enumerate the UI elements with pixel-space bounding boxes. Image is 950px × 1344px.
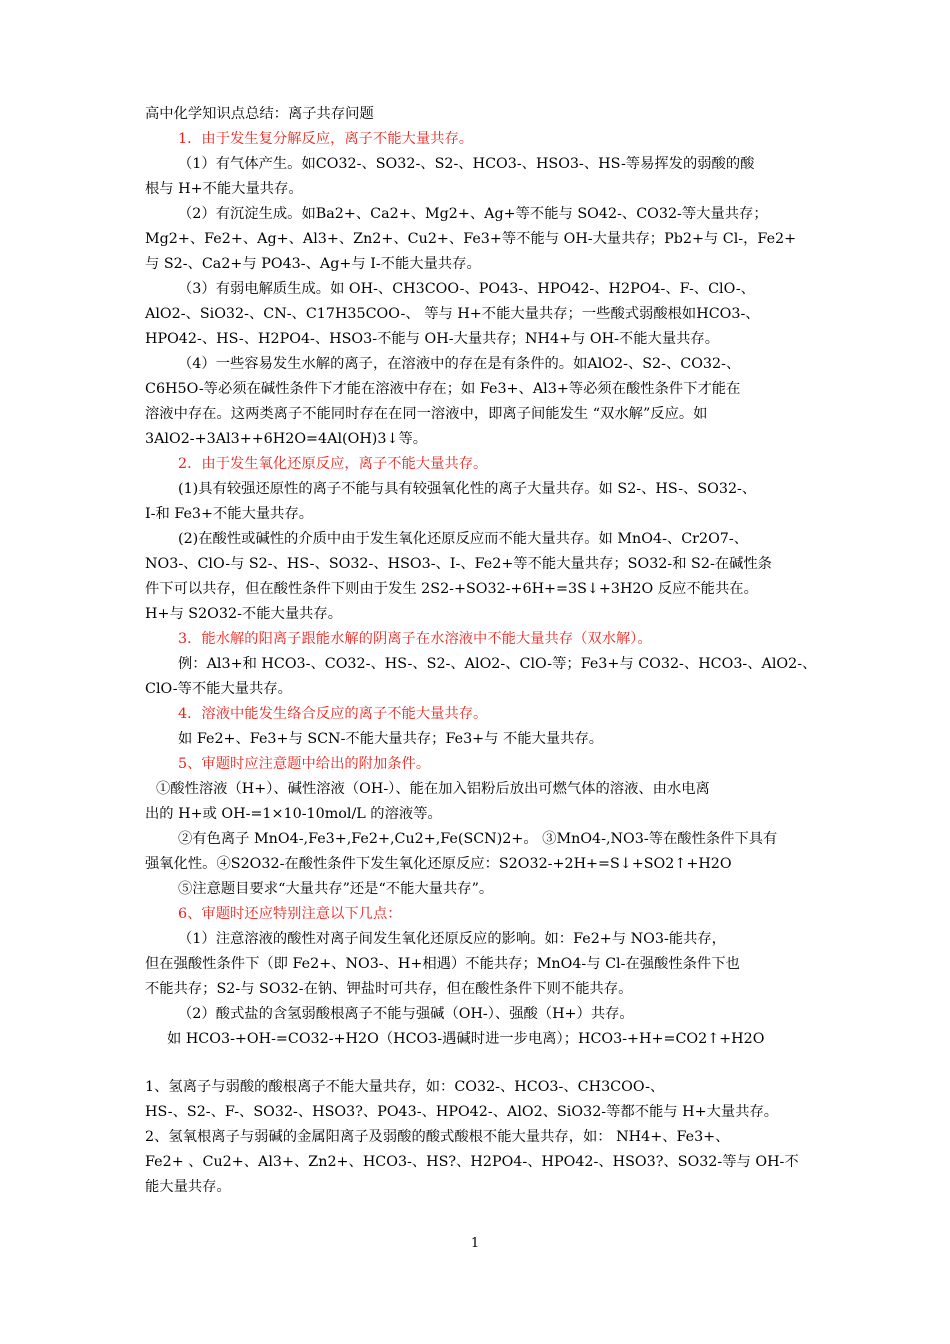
text-line: 如 Fe2+、Fe3+与 SCN-不能大量共存；Fe3+与 不能大量共存。 — [178, 731, 604, 747]
text-line: 不能共存；S2-与 SO32-在钠、钾盐时可共存，但在酸性条件下则不能共存。 — [145, 981, 633, 997]
text-line: H+与 S2O32-不能大量共存。 — [145, 606, 343, 622]
section-heading: 5、审题时应注意题中给出的附加条件。 — [178, 756, 431, 772]
text-line: HS-、S2-、F-、SO32-、HSO3?、PO43-、HPO42-、AlO2、SiO32-等都不能与 H+大量共存。 — [145, 1104, 779, 1120]
text-line: (1)具有较强还原性的离子不能与具有较强氧化性的离子大量共存。如 S2-、HS-、SO32-、 — [178, 481, 757, 497]
text-line: 如 HCO3-+OH-=CO32-+H2O（HCO3-遇碱时进一步电离）；HCO3-+H+=CO2↑+H2O — [167, 1031, 765, 1047]
text-line: I-和 Fe3+不能大量共存。 — [145, 506, 314, 522]
text-line: 根与 H+不能大量共存。 — [145, 181, 303, 197]
text-line: 例：Al3+和 HCO3-、CO32-、HS-、S2-、AlO2-、ClO-等；Fe3+与 CO32-、HCO3-、AlO2-、 — [178, 656, 817, 672]
section-heading: 1．由于发生复分解反应，离子不能大量共存。 — [178, 131, 474, 147]
text-line: AlO2-、SiO32-、CN-、C17H35COO-、 等与 H+不能大量共存；一些酸式弱酸根如HCO3-、 — [145, 306, 760, 322]
text-line: ⑤注意题目要求“大量共存”还是“不能大量共存”。 — [178, 881, 494, 897]
section-heading: 6、审题时还应特别注意以下几点： — [178, 906, 402, 922]
text-line: 出的 H+或 OH-=1×10-10mol/L 的溶液等。 — [145, 806, 442, 822]
text-line: Fe2+ 、Cu2+、Al3+、Zn2+、HCO3-、HS?、H2PO4-、HPO42-、HSO3?、SO32-等与 OH-不 — [145, 1154, 799, 1170]
text-line: （2）有沉淀生成。如Ba2+、Ca2+、Mg2+、Ag+等不能与 SO42-、CO32-等大量共存； — [178, 206, 768, 222]
text-line: 溶液中存在。这两类离子不能同时存在在同一溶液中，即离子间能发生 “双水解”反应。如 — [145, 406, 708, 422]
text-line: 与 S2-、Ca2+与 PO43-、Ag+与 I-不能大量共存。 — [145, 256, 481, 272]
text-line: 强氧化性。④S2O32-在酸性条件下发生氧化还原反应：S2O32-+2H+=S↓+SO2↑+H2O — [145, 856, 732, 872]
text-line: ①酸性溶液（H+）、碱性溶液（OH-）、能在加入铝粉后放出可燃气体的溶液、由水电离 — [156, 781, 710, 797]
text-line: 2、氢氧根离子与弱碱的金属阳离子及弱酸的酸式酸根不能大量共存，如： NH4+、Fe3+、 — [145, 1129, 730, 1145]
text-line: （1）注意溶液的酸性对离子间发生氧化还原反应的影响。如：Fe2+与 NO3-能共存， — [178, 931, 726, 947]
document-title: 高中化学知识点总结：离子共存问题 — [145, 106, 374, 122]
text-line: （3）有弱电解质生成。如 OH-、CH3COO-、PO43-、HPO42-、H2PO4-、F-、ClO-、 — [178, 281, 755, 297]
text-line: HPO42-、HS-、H2PO4-、HSO3-不能与 OH-大量共存；NH4+与 OH-不能大量共存。 — [145, 331, 720, 347]
text-line: （2）酸式盐的含氢弱酸根离子不能与强碱（OH-）、强酸（H+）共存。 — [178, 1006, 634, 1022]
text-line: 1、氢离子与弱酸的酸根离子不能大量共存，如：CO32-、HCO3-、CH3COO-、 — [145, 1079, 665, 1095]
text-line: Mg2+、Fe2+、Ag+、Al3+、Zn2+、Cu2+、Fe3+等不能与 OH-大量共存；Pb2+与 Cl-，Fe2+ — [145, 231, 797, 247]
text-line: (2)在酸性或碱性的介质中由于发生氧化还原反应而不能大量共存。如 MnO4-、Cr2O7-、 — [178, 531, 749, 547]
text-line: 但在强酸性条件下（即 Fe2+、NO3-、H+相遇）不能共存；MnO4-与 Cl-在强酸性条件下也 — [145, 956, 740, 972]
text-line: （4）一些容易发生水解的离子，在溶液中的存在是有条件的。如AlO2-、S2-、CO32-、 — [178, 356, 741, 372]
text-line: （1）有气体产生。如CO32-、SO32-、S2-、HCO3-、HSO3-、HS-等易挥发的弱酸的酸 — [178, 156, 755, 172]
section-heading: 2．由于发生氧化还原反应，离子不能大量共存。 — [178, 456, 488, 472]
text-line: 能大量共存。 — [145, 1179, 231, 1195]
text-line: 3AlO2-+3Al3++6H2O=4Al(OH)3↓等。 — [145, 431, 428, 447]
text-line: ②有色离子 MnO4-,Fe3+,Fe2+,Cu2+,Fe(SCN)2+。 ③MnO4-,NO3-等在酸性条件下具有 — [178, 831, 778, 847]
section-heading: 3．能水解的阳离子跟能水解的阴离子在水溶液中不能大量共存（双水解）。 — [178, 631, 652, 647]
text-line: ClO-等不能大量共存。 — [145, 681, 292, 697]
section-heading: 4．溶液中能发生络合反应的离子不能大量共存。 — [178, 706, 488, 722]
text-line: 件下可以共存，但在酸性条件下则由于发生 2S2-+SO32-+6H+=3S↓+3H2O 反应不能共在。 — [145, 581, 758, 597]
text-line: NO3-、ClO-与 S2-、HS-、SO32-、HSO3-、I-、Fe2+等不能大量共存；SO32-和 S2-在碱性条 — [145, 556, 772, 572]
page-number: 1 — [470, 1236, 480, 1251]
text-line: C6H5O-等必须在碱性条件下才能在溶液中存在；如 Fe3+、Al3+等必须在酸性条件下才能在 — [145, 381, 741, 397]
